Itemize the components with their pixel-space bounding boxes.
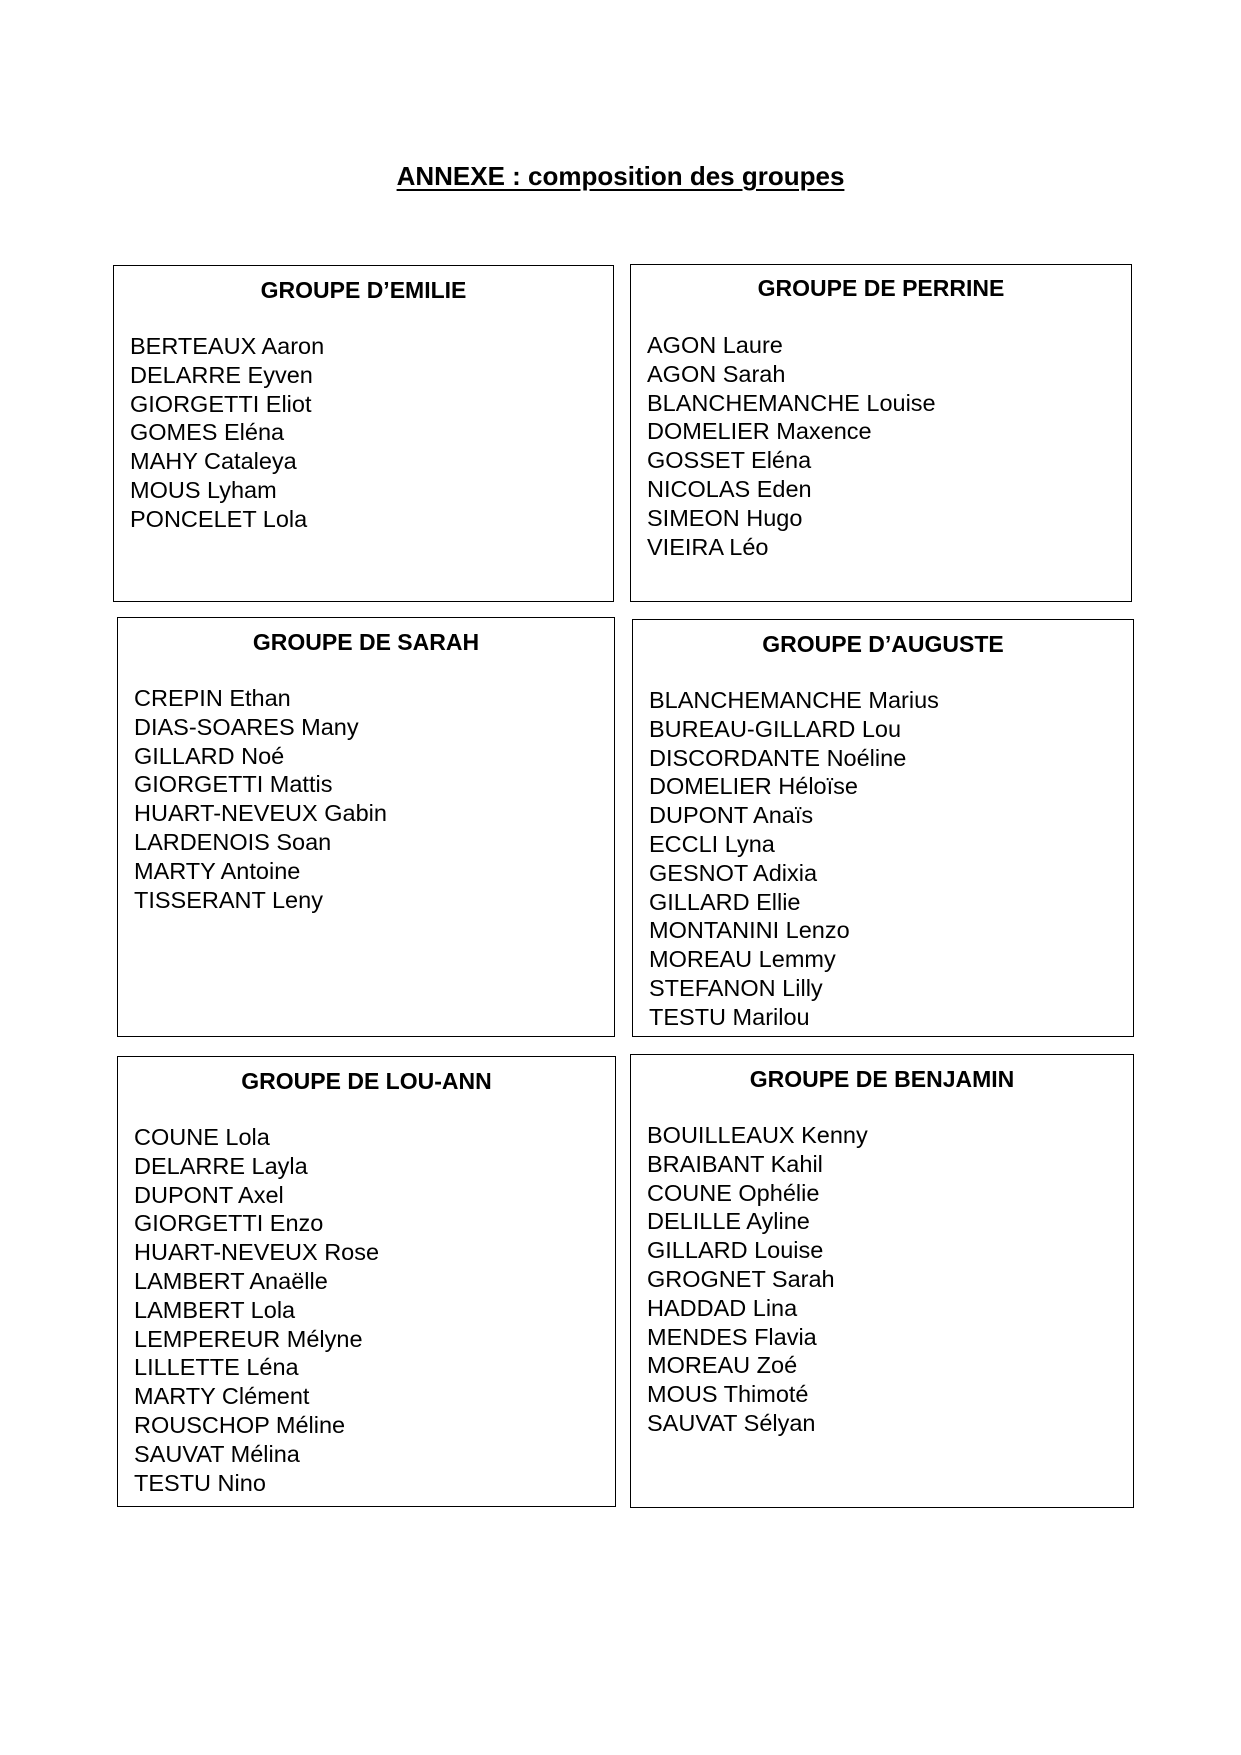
member-name: DELILLE Ayline [647, 1208, 810, 1235]
group-box-emilie [113, 265, 614, 602]
member-name: ROUSCHOP Méline [134, 1411, 346, 1438]
member-name: MARTY Antoine [134, 857, 301, 884]
member-name: LILLETTE Léna [134, 1354, 299, 1381]
member-name: HUART-NEVEUX Gabin [134, 800, 387, 827]
member-name: LEMPEREUR Mélyne [134, 1325, 363, 1352]
member-name: STEFANON Lilly [649, 974, 823, 1001]
member-name: COUNE Lola [134, 1124, 270, 1150]
member-name: MOREAU Zoé [647, 1352, 798, 1379]
member-name: LARDENOIS Soan [134, 828, 332, 855]
group-box-perrine [630, 264, 1132, 602]
member-name: BLANCHEMANCHE Louise [647, 389, 936, 416]
member-name: MOUS Thimoté [647, 1381, 809, 1408]
member-name: DOMELIER Héloïse [649, 773, 858, 800]
member-name: MAHY Cataleya [130, 448, 297, 475]
group-title: GROUPE DE PERRINE [757, 275, 1005, 301]
member-name: DISCORDANTE Noéline [649, 744, 907, 771]
member-name: DELARRE Layla [134, 1152, 308, 1179]
member-name: ECCLI Lyna [649, 830, 775, 857]
group-box-benjamin [630, 1054, 1134, 1508]
group-title: GROUPE D’EMILIE [260, 277, 467, 303]
group-title: GROUPE D’AUGUSTE [762, 631, 1004, 657]
group-title: GROUPE DE BENJAMIN [749, 1066, 1015, 1092]
group-box-auguste [632, 619, 1134, 1037]
member-name: SIMEON Hugo [647, 504, 803, 531]
member-name: DOMELIER Maxence [647, 418, 872, 445]
member-name: SAUVAT Sélyan [647, 1409, 816, 1436]
member-name: BUREAU-GILLARD Lou [649, 715, 902, 742]
member-list [649, 686, 939, 1032]
member-list [647, 331, 936, 561]
member-name: MOREAU Lemmy [649, 946, 836, 973]
member-name: MONTANINI Lenzo [649, 917, 850, 944]
member-name: NICOLAS Eden [647, 475, 812, 502]
group-box-lou-ann [117, 1056, 616, 1507]
member-name: GILLARD Noé [134, 742, 285, 769]
group-title: GROUPE DE SARAH [252, 629, 480, 655]
member-name: SAUVAT Mélina [134, 1440, 300, 1467]
page-title: ANNEXE : composition des groupes [396, 161, 845, 191]
member-name: BRAIBANT Kahil [647, 1150, 823, 1177]
member-name: CREPIN Ethan [134, 685, 291, 711]
member-name: AGON Laure [647, 332, 783, 358]
member-name: BOUILLEAUX Kenny [647, 1122, 868, 1148]
member-list [134, 684, 387, 914]
member-name: HUART-NEVEUX Rose [134, 1239, 380, 1266]
member-name: TESTU Marilou [649, 1003, 810, 1030]
member-name: BERTEAUX Aaron [130, 333, 325, 359]
member-name: DUPONT Anaïs [649, 802, 814, 829]
member-name: GESNOT Adixia [649, 859, 818, 886]
member-name: GIORGETTI Eliot [130, 390, 312, 417]
member-name: GIORGETTI Enzo [134, 1210, 324, 1237]
member-list [647, 1121, 868, 1438]
member-list [134, 1123, 379, 1497]
group-title: GROUPE DE LOU-ANN [241, 1068, 492, 1094]
member-name: BLANCHEMANCHE Marius [649, 687, 939, 713]
member-name: GILLARD Ellie [649, 888, 801, 915]
member-name: GILLARD Louise [647, 1237, 824, 1264]
member-name: GOSSET Eléna [647, 447, 812, 474]
member-name: MARTY Clément [134, 1383, 310, 1410]
member-name: TESTU Nino [134, 1469, 266, 1496]
member-name: DUPONT Axel [134, 1181, 284, 1208]
member-list [130, 332, 324, 534]
member-name: TISSERANT Leny [134, 886, 323, 913]
member-name: GOMES Eléna [130, 419, 285, 446]
member-name: GIORGETTI Mattis [134, 771, 333, 798]
member-name: LAMBERT Lola [134, 1296, 296, 1323]
member-name: COUNE Ophélie [647, 1179, 820, 1206]
member-name: HADDAD Lina [647, 1294, 798, 1321]
member-name: DIAS-SOARES Many [134, 713, 359, 740]
member-name: LAMBERT Anaëlle [134, 1267, 328, 1294]
member-name: MENDES Flavia [647, 1323, 817, 1350]
member-name: MOUS Lyham [130, 476, 277, 503]
member-name: VIEIRA Léo [647, 533, 769, 560]
group-box-sarah [117, 617, 615, 1037]
member-name: AGON Sarah [647, 360, 786, 387]
member-name: GROGNET Sarah [647, 1265, 835, 1292]
member-name: PONCELET Lola [130, 505, 308, 532]
member-name: DELARRE Eyven [130, 361, 313, 388]
